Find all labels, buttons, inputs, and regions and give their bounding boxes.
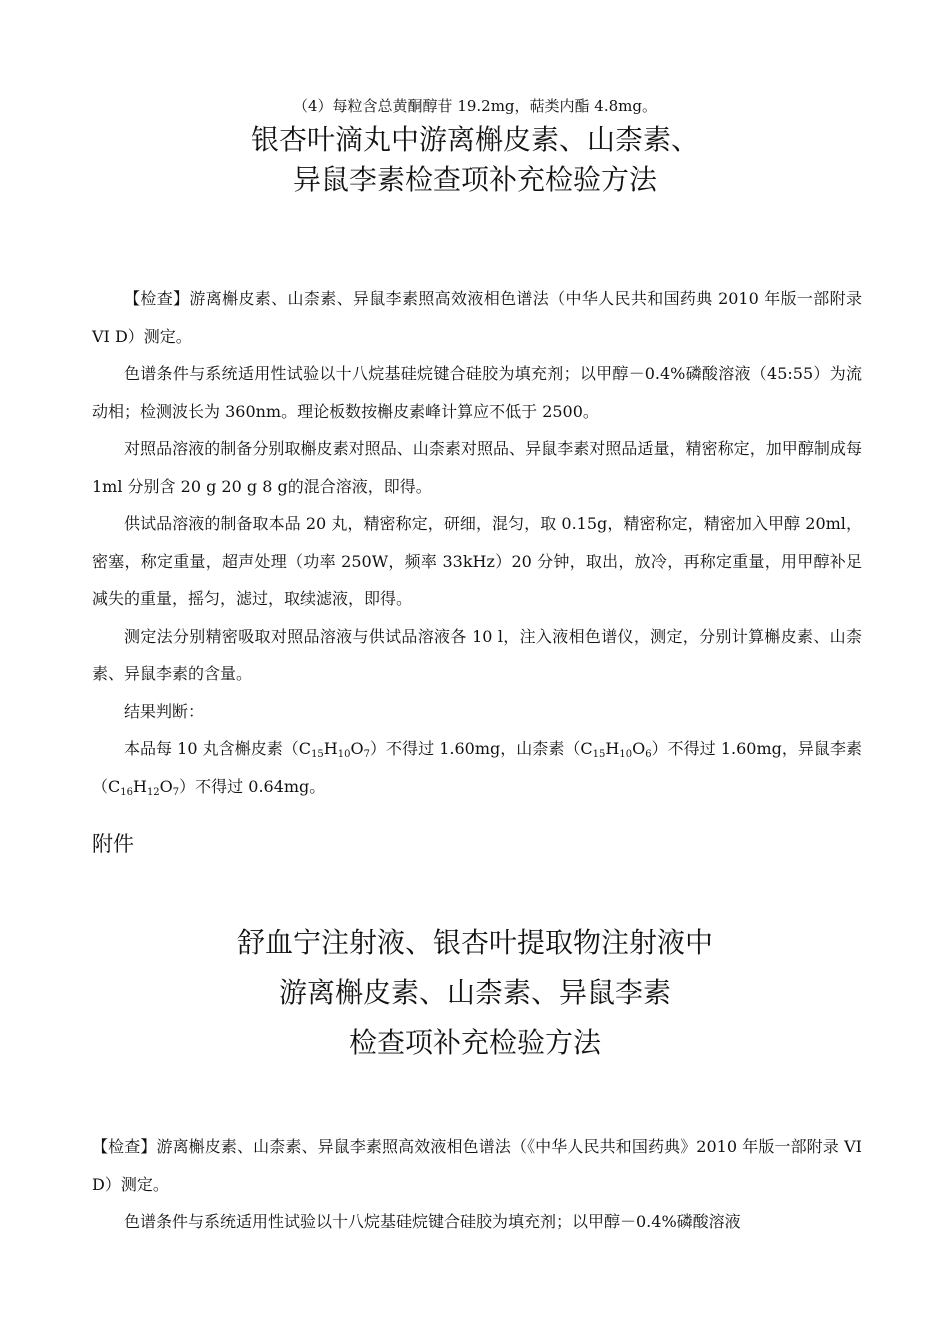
section1-paragraph-chromatography: 色谱条件与系统适用性试验以十八烷基硅烷键合硅胶为填充剂；以甲醇－0.4%磷酸溶液（45:55）为流动相；检测波长为 360nm。理论板数按槲皮素峰计算应不低于 2500。 bbox=[92, 364, 862, 421]
section2-title-line1: 舒血宁注射液、银杏叶提取物注射液中 bbox=[236, 926, 713, 959]
section1-title-line1: 银杏叶滴丸中游离槲皮素、山柰素、 bbox=[250, 123, 699, 156]
section2-title-line3: 检查项补充检验方法 bbox=[348, 1026, 601, 1059]
section2-paragraph-chromatography: 色谱条件与系统适用性试验以十八烷基硅烷键合硅胶为填充剂；以甲醇－0.4%磷酸溶液 bbox=[124, 1212, 741, 1231]
section1-title bbox=[0, 120, 950, 200]
section1-paragraph-judgement: 本品每 10 丸含槲皮素$(C_{15}H_{10}O_7)$不得过 1.60mg，山柰素$(C_{15}H_{10}O_6)$不得过 1.60mg，异鼠李素$(C_{16}H_{12}O_7)$不得过 0.64mg。 bbox=[92, 739, 862, 798]
attachment-label: 附件 bbox=[92, 832, 134, 856]
section2-body bbox=[92, 1128, 862, 1241]
section1-paragraph-assay: 测定法分别精密吸取对照品溶液与供试品溶液各 10 l，注入液相色谱仪，测定，分别计算槲皮素、山柰素、异鼠李素的含量。 bbox=[92, 626, 862, 683]
section1-paragraph-test-solution: 供试品溶液的制备取本品 20 丸，精密称定，研细，混匀，取 0.15g，精密称定，精密加入甲醇 20ml，密塞，称定重量，超声处理（功率 250W，频率 33kHz）20 分钟，取出，放冷，再称定重量，用甲醇补足减失的重量，摇匀，滤过，取续滤液，即得。 bbox=[92, 514, 862, 608]
section1-paragraph-judgement-heading: 结果判断： bbox=[124, 701, 205, 721]
previous-item-line: （4）每粒含总黄酮醇苷 19.2mg，萜类内酯 4.8mg。 bbox=[293, 97, 657, 115]
section1-paragraph-reference-solution: 对照品溶液的制备分别取槲皮素对照品、山柰素对照品、异鼠李素对照品适量，精密称定，加甲醇制成每 1ml 分别含 20 g 20 g 8 g的混合溶液，即得。 bbox=[92, 439, 862, 496]
section2-title bbox=[0, 918, 950, 1068]
section1-paragraph-check: 【检查】游离槲皮素、山柰素、异鼠李素照高效液相色谱法（中华人民共和国药典 2010 年版一部附录 VI D）测定。 bbox=[92, 289, 862, 346]
section1-title-line2: 异鼠李素检查项补充检验方法 bbox=[292, 163, 657, 196]
section2-paragraph-check: 【检查】游离槲皮素、山柰素、异鼠李素照高效液相色谱法（《中华人民共和国药典》2010 年版一部附录 VI D）测定。 bbox=[92, 1137, 862, 1194]
section2-title-line2: 游离槲皮素、山柰素、异鼠李素 bbox=[278, 976, 671, 1009]
section1-body bbox=[92, 280, 862, 805]
